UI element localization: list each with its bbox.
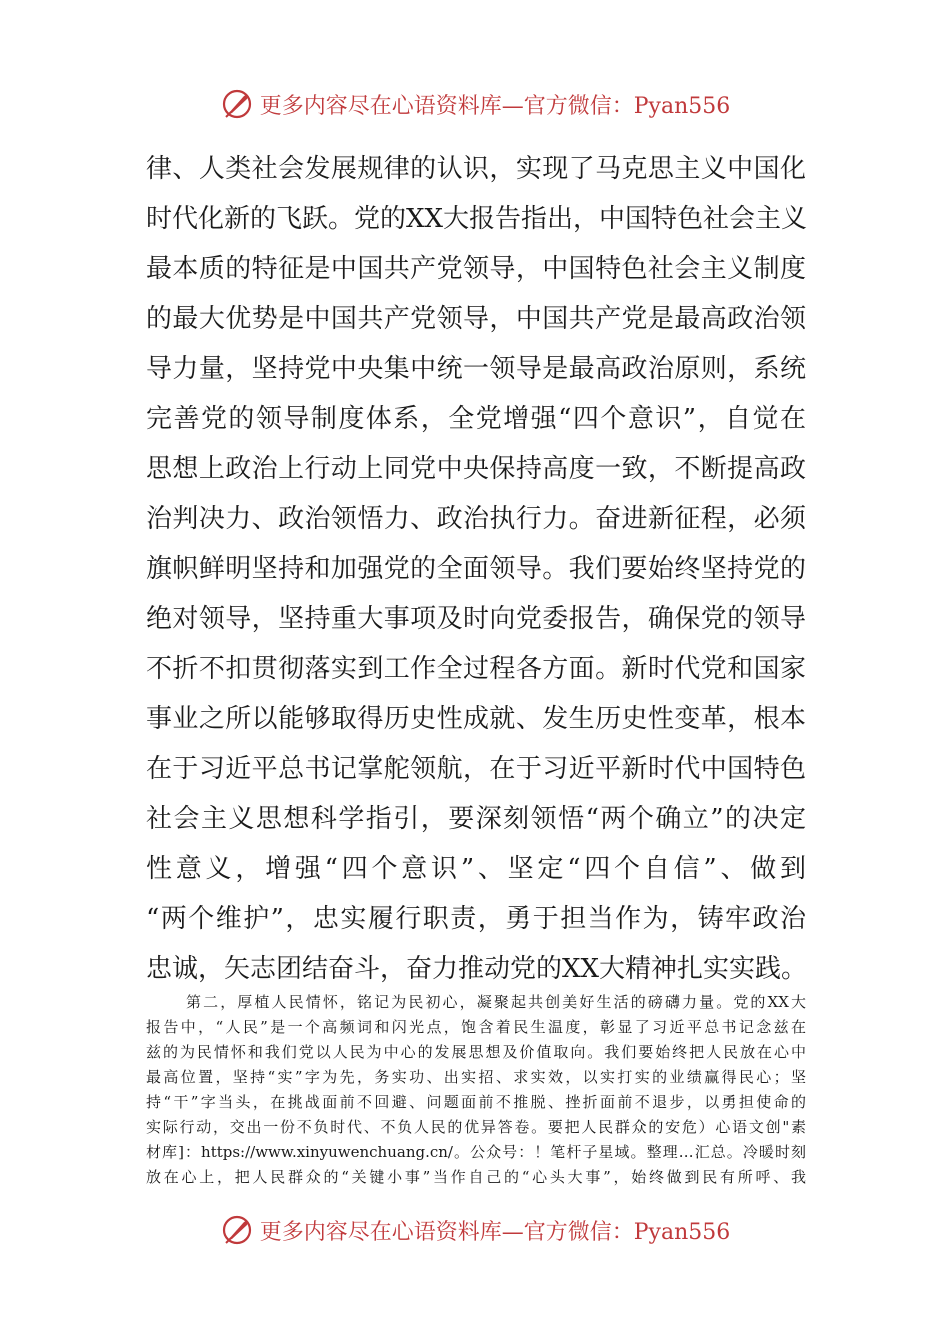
text-line: 在于习近平总书记掌舵领航，在于习近平新时代中国特色 bbox=[146, 754, 806, 784]
paragraph-line: 最高位置，坚持“实”字为先，务实功、出实招、求实效，以实打实的业绩赢得民心；坚 bbox=[146, 1068, 806, 1086]
text-line: 时代化新的飞跃。党的XX大报告指出，中国特色社会主义 bbox=[146, 204, 808, 234]
text-line: 律、人类社会发展规律的认识，实现了马克思主义中国化 bbox=[146, 154, 806, 184]
text-line: 性意义，增强“四个意识”、坚定“四个自信”、做到 bbox=[146, 854, 806, 884]
text-line: 的最大优势是中国共产党领导，中国共产党是最高政治领 bbox=[146, 304, 806, 334]
header-banner-text: 更多内容尽在心语资料库—官方微信：Pyan556 bbox=[259, 93, 731, 119]
quill-pen-icon bbox=[220, 1213, 254, 1247]
text-line: 忠诚，矢志团结奋斗，奋力推动党的XX大精神扎实实践。 bbox=[146, 954, 808, 984]
main-text-block bbox=[146, 144, 806, 994]
paragraph-line: 兹的为民情怀和我们党以人民为中心的发展思想及价值取向。我们要始终把人民放在心中 bbox=[146, 1043, 806, 1061]
text-line: 社会主义思想科学指引，要深刻领悟“两个确立”的决定 bbox=[146, 804, 806, 834]
footer-watermark-banner bbox=[0, 1210, 950, 1250]
text-line: 完善党的领导制度体系，全党增强“四个意识”，自觉在 bbox=[146, 404, 806, 434]
header-watermark-banner bbox=[0, 84, 950, 124]
paragraph-line: 持“干”字当头，在挑战面前不回避、问题面前不推脱、挫折面前不退步，以勇担使命的 bbox=[146, 1093, 806, 1111]
text-line: 导力量，坚持党中央集中统一领导是最高政治原则，系统 bbox=[146, 354, 806, 384]
text-line: 旗帜鲜明坚持和加强党的全面领导。我们要始终坚持党的 bbox=[146, 554, 806, 584]
text-line: 思想上政治上行动上同党中央保持高度一致，不断提高政 bbox=[146, 454, 806, 484]
paragraph-line: 材库]：https://www.xinyuwenchuang.cn/。公众号：！笔杆子星域。整理…汇总。冷暖时刻 bbox=[146, 1143, 806, 1161]
paragraph-line: 实际行动，交出一份不负时代、不负人民的优异答卷。要把人民群众的安危）心语文创"素 bbox=[146, 1118, 806, 1136]
text-line: 不折不扣贯彻落实到工作全过程各方面。新时代党和国家 bbox=[146, 654, 806, 684]
text-line: 最本质的特征是中国共产党领导，中国特色社会主义制度 bbox=[146, 254, 806, 284]
paragraph-line: 放在心上，把人民群众的“关键小事”当作自己的“心头大事”，始终做到民有所呼、我 bbox=[146, 1168, 806, 1186]
quill-pen-icon bbox=[220, 87, 254, 121]
paragraph-line: 报告中，“人民”是一个高频词和闪光点，饱含着民生温度，彰显了习近平总书记念兹在 bbox=[146, 1018, 806, 1036]
text-line: “两个维护”，忠实履行职责，勇于担当作为，铸牢政治 bbox=[146, 904, 806, 934]
text-line: 治判决力、政治领悟力、政治执行力。奋进新征程，必须 bbox=[146, 504, 806, 534]
paragraph-line: 第二，厚植人民情怀，铭记为民初心，凝聚起共创美好生活的磅礴力量。党的XX大 bbox=[186, 993, 806, 1011]
text-line: 事业之所以能够取得历史性成就、发生历史性变革，根本 bbox=[146, 704, 806, 734]
footer-banner-text: 更多内容尽在心语资料库—官方微信：Pyan556 bbox=[259, 1219, 731, 1245]
second-paragraph bbox=[146, 990, 806, 1190]
text-line: 绝对领导，坚持重大事项及时向党委报告，确保党的领导 bbox=[146, 604, 806, 634]
